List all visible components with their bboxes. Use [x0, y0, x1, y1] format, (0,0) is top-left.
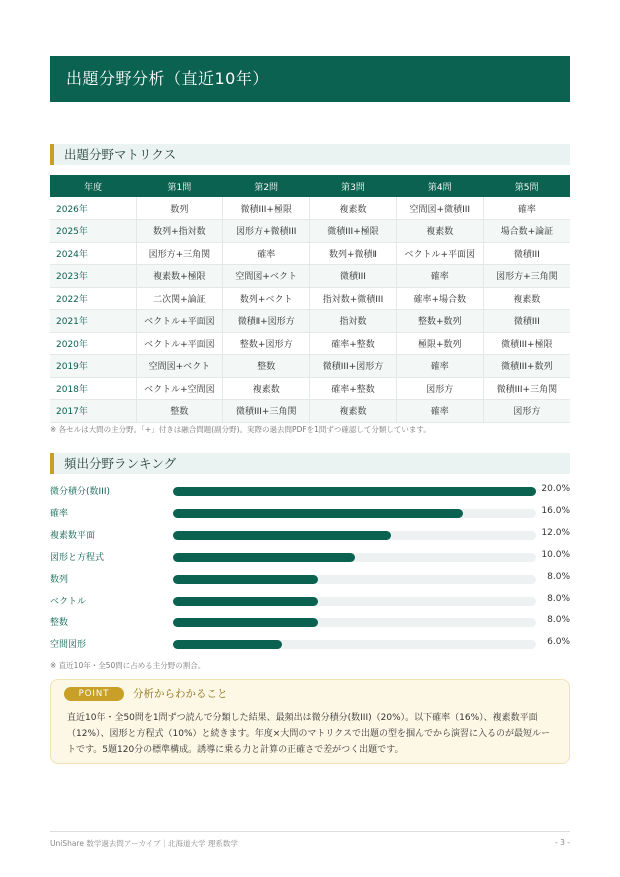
point-badge: POINT — [64, 687, 124, 701]
table-cell-year: 2026年 — [50, 197, 136, 220]
ranking-label: 空間図形 — [50, 640, 87, 651]
ranking-bar-track — [173, 553, 536, 562]
ranking-bar-fill — [173, 487, 536, 496]
table-row — [50, 220, 570, 243]
ranking-label: 複素数平面 — [50, 530, 96, 541]
ranking-item — [50, 614, 570, 630]
table-cell-field: 微積III+三角関 — [483, 377, 570, 400]
ranking-percentage: 6.0% — [547, 637, 570, 648]
header-q3: 第3問 — [310, 175, 397, 197]
table-row — [50, 377, 570, 400]
ranking-bar-track — [173, 618, 536, 627]
table-cell-field: 微積III+図形方 — [310, 355, 397, 378]
point-box — [50, 679, 570, 764]
ranking-percentage: 8.0% — [547, 571, 570, 582]
table-cell-year: 2022年 — [50, 287, 136, 310]
table-cell-field: 図形方+微積III — [223, 220, 310, 243]
ranking-bar-track — [173, 487, 536, 496]
table-cell-year: 2023年 — [50, 265, 136, 288]
table-cell-field: 微積III — [483, 242, 570, 265]
table-cell-field: 数列 — [136, 197, 223, 220]
table-cell-year: 2018年 — [50, 377, 136, 400]
ranking-label: 図形と方程式 — [50, 552, 105, 563]
header-q2: 第2問 — [223, 175, 310, 197]
table-cell-field: 数列+微積Ⅱ — [310, 242, 397, 265]
ranking-label: ベクトル — [50, 596, 87, 607]
ranking-item — [50, 636, 570, 652]
table-cell-field: 微積III+極限 — [223, 197, 310, 220]
table-cell-field: ベクトル+平面図 — [396, 242, 483, 265]
table-row — [50, 400, 570, 423]
ranking-bar-fill — [173, 640, 282, 649]
table-cell-field: ベクトル+空間図 — [136, 377, 223, 400]
ranking-item — [50, 593, 570, 609]
ranking-percentage: 12.0% — [541, 527, 570, 538]
header-q4: 第4問 — [396, 175, 483, 197]
footer-source: UniShare 数学過去問アーカイブ｜北海道大学 理系数学 — [50, 839, 238, 848]
page-number: - 3 - — [555, 838, 570, 847]
ranking-item — [50, 505, 570, 521]
ranking-label: 確率 — [50, 508, 69, 519]
ranking-percentage: 20.0% — [541, 484, 570, 494]
header-q1: 第1問 — [136, 175, 223, 197]
table-cell-field: 確率+整数 — [310, 377, 397, 400]
table-cell-field: ベクトル+平面図 — [136, 332, 223, 355]
page-title: 出題分野分析（直近10年） — [50, 56, 570, 102]
table-cell-field: 確率 — [396, 400, 483, 423]
table-cell-field: 微積Ⅱ+図形方 — [223, 310, 310, 333]
table-cell-field: 複素数 — [223, 377, 310, 400]
ranking-bar-track — [173, 509, 536, 518]
point-title: 分析からわかること — [133, 688, 228, 700]
table-cell-field: 空間図+微積III — [396, 197, 483, 220]
ranking-label: 微分積分(数III) — [50, 487, 110, 497]
table-cell-field: 整数 — [136, 400, 223, 423]
table-row — [50, 287, 570, 310]
table-cell-field: 数列+指対数 — [136, 220, 223, 243]
ranking-note: ※ 直近10年・全50問に占める主分野の割合。 — [50, 661, 206, 670]
ranking-bar-fill — [173, 575, 318, 584]
table-cell-field: 微積III+数列 — [483, 355, 570, 378]
ranking-percentage: 16.0% — [541, 505, 570, 516]
table-cell-year: 2020年 — [50, 332, 136, 355]
table-cell-field: 図形方+三角関 — [483, 265, 570, 288]
table-cell-field: 確率 — [396, 355, 483, 378]
table-cell-field: 複素数 — [483, 287, 570, 310]
field-matrix-table — [50, 175, 570, 423]
table-cell-year: 2021年 — [50, 310, 136, 333]
table-row — [50, 332, 570, 355]
matrix-note: ※ 各セルは大問の主分野。「+」付きは融合問題(副分野)。実際の過去問PDFを1問ずつ確認して分類しています。 — [50, 425, 431, 434]
table-cell-field: ベクトル+平面図 — [136, 310, 223, 333]
table-row — [50, 197, 570, 220]
table-cell-field: 確率 — [396, 265, 483, 288]
point-body: 直近10年・全50問を1問ずつ読んで分類した結果、最頻出は微分積分(数III)（20%）。以下確率（16%）、複素数平面（12%）、図形と方程式（10%）と続きます。年度×大問のマトリクスで出題の型を掴んでから演習に入るのが最短ルートです。5題120分の標準構成。誘導に乗る力と計算の正確さで差がつく出題です。 — [67, 713, 551, 755]
table-cell-field: 整数+図形方 — [223, 332, 310, 355]
table-cell-field: 微積III+極限 — [483, 332, 570, 355]
table-cell-field: 二次関+論証 — [136, 287, 223, 310]
ranking-bar-track — [173, 640, 536, 649]
table-cell-field: 整数+数列 — [396, 310, 483, 333]
ranking-heading: 頻出分野ランキング — [50, 453, 570, 474]
table-cell-field: 整数 — [223, 355, 310, 378]
table-cell-field: 指対数+微積III — [310, 287, 397, 310]
table-cell-field: 微積III — [483, 310, 570, 333]
ranking-bar-track — [173, 575, 536, 584]
header-year: 年度 — [50, 175, 136, 197]
table-cell-field: 確率 — [223, 242, 310, 265]
ranking-percentage: 10.0% — [541, 549, 570, 560]
ranking-percentage: 8.0% — [547, 593, 570, 604]
ranking-label: 整数 — [50, 618, 69, 629]
table-cell-year: 2025年 — [50, 220, 136, 243]
ranking-item — [50, 549, 570, 565]
ranking-bar-fill — [173, 618, 318, 627]
ranking-bar-fill — [173, 597, 318, 606]
table-cell-field: 複素数+極限 — [136, 265, 223, 288]
table-row — [50, 310, 570, 333]
ranking-bar-track — [173, 597, 536, 606]
ranking-item — [50, 483, 570, 499]
table-cell-field: 空間図+ベクト — [223, 265, 310, 288]
ranking-label: 数列 — [50, 574, 69, 585]
table-cell-field: 複素数 — [310, 400, 397, 423]
ranking-bar-track — [173, 531, 536, 540]
header-q5: 第5問 — [483, 175, 570, 197]
table-cell-field: 微積III+三角関 — [223, 400, 310, 423]
table-row — [50, 265, 570, 288]
table-row — [50, 355, 570, 378]
table-cell-field: 図形方 — [483, 400, 570, 423]
ranking-item — [50, 571, 570, 587]
table-cell-year: 2024年 — [50, 242, 136, 265]
ranking-bar-fill — [173, 553, 355, 562]
table-cell-field: 複素数 — [310, 197, 397, 220]
table-cell-field: 図形方+三角関 — [136, 242, 223, 265]
table-cell-field: 複素数 — [396, 220, 483, 243]
table-cell-field: 微積III+極限 — [310, 220, 397, 243]
table-cell-field: 数列+ベクト — [223, 287, 310, 310]
table-header-row — [50, 175, 570, 197]
table-cell-field: 極限+数列 — [396, 332, 483, 355]
footer-divider — [50, 831, 570, 832]
table-cell-field: 微積III — [310, 265, 397, 288]
ranking-bar-fill — [173, 531, 391, 540]
ranking-bar-fill — [173, 509, 463, 518]
table-cell-field: 指対数 — [310, 310, 397, 333]
table-cell-field: 確率+整数 — [310, 332, 397, 355]
table-cell-year: 2017年 — [50, 400, 136, 423]
table-cell-field: 場合数+論証 — [483, 220, 570, 243]
ranking-item — [50, 527, 570, 543]
ranking-percentage: 8.0% — [547, 615, 570, 626]
table-cell-field: 確率 — [483, 197, 570, 220]
table-cell-year: 2019年 — [50, 355, 136, 378]
table-cell-field: 確率+場合数 — [396, 287, 483, 310]
table-cell-field: 空間図+ベクト — [136, 355, 223, 378]
table-row — [50, 242, 570, 265]
matrix-heading: 出題分野マトリクス — [50, 144, 570, 165]
table-cell-field: 図形方 — [396, 377, 483, 400]
